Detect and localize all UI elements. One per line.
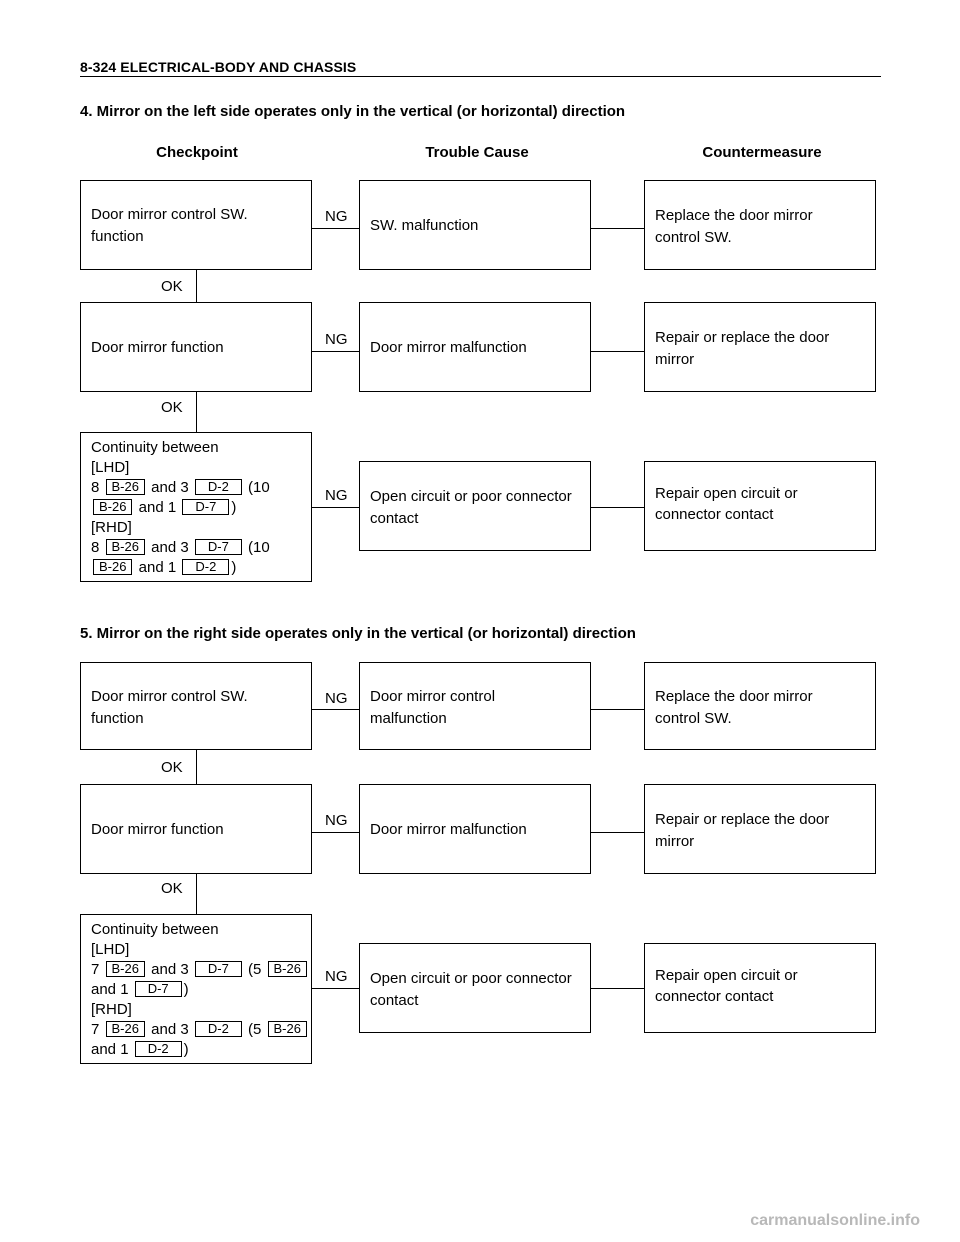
watermark-text: carmanualsonline.info — [750, 1212, 920, 1229]
continuity-line — [91, 478, 270, 498]
connector-line — [312, 988, 359, 989]
ng-label: NG — [325, 487, 348, 504]
continuity-line — [91, 1040, 309, 1060]
connector-tag: B-26 — [268, 1021, 307, 1037]
s5-checkpoint-control-sw-text: Door mirror control SW. function — [91, 688, 248, 727]
section-4-title: 4. Mirror on the left side operates only in the vertical (or horizontal) direction — [80, 103, 626, 120]
s5-measure-repair-mirror — [644, 784, 876, 874]
s5-measure-repair-mirror-text: Repair or replace the door mirror — [655, 811, 830, 850]
connector-line — [312, 832, 359, 833]
ok-label: OK — [161, 759, 183, 776]
connector-tag: D-2 — [195, 479, 242, 495]
continuity-line — [91, 1020, 309, 1040]
continuity-word: and 3 — [151, 479, 189, 496]
connector-line — [312, 351, 359, 352]
s4-cause-sw-malfunction — [359, 180, 591, 270]
continuity-word: (5 — [248, 1021, 262, 1038]
s5-measure-repair-open-circuit-text: Repair open circuit or connector contact — [655, 967, 798, 1005]
column-header-trouble-cause: Trouble Cause — [425, 144, 529, 161]
continuity-word: (10 — [248, 539, 270, 556]
continuity-word: and 1 — [91, 1041, 129, 1058]
connector-tag: B-26 — [93, 499, 132, 515]
continuity-line — [91, 558, 270, 578]
s5-cause-mirror-malfunction-text: Door mirror malfunction — [370, 821, 527, 838]
connector-tag: D-2 — [195, 1021, 242, 1037]
connector-tag: B-26 — [106, 539, 145, 555]
continuity-word: and 3 — [151, 539, 189, 556]
s4-measure-repair-mirror-text: Repair or replace the door mirror — [655, 329, 830, 368]
continuity-line: Continuity between — [91, 439, 219, 456]
ok-flow-line — [196, 874, 197, 914]
continuity-word: ) — [183, 1041, 189, 1058]
continuity-line: [LHD] — [91, 459, 130, 476]
s4-measure-replace-sw-text: Replace the door mirror control SW. — [655, 207, 813, 246]
continuity-line: [RHD] — [91, 519, 132, 536]
continuity-word: and 3 — [151, 1021, 189, 1038]
s5-checkpoint-mirror-function-text: Door mirror function — [91, 821, 224, 838]
s5-cause-open-circuit-text: Open circuit or poor connector contact — [370, 970, 572, 1009]
continuity-line — [91, 960, 309, 980]
s4-cause-open-circuit-text: Open circuit or poor connector contact — [370, 488, 572, 527]
connector-line — [312, 507, 359, 508]
s5-cause-open-circuit — [359, 943, 591, 1033]
s5-cause-mirror-malfunction — [359, 784, 591, 874]
connector-tag: B-26 — [106, 961, 145, 977]
s4-cause-mirror-malfunction-text: Door mirror malfunction — [370, 339, 527, 356]
s5-checkpoint-control-sw — [80, 662, 312, 750]
ng-label: NG — [325, 208, 348, 225]
s4-measure-repair-open-circuit — [644, 461, 876, 551]
continuity-word: and 1 — [91, 981, 129, 998]
s5-cause-control-malfunction — [359, 662, 591, 750]
connector-tag: D-7 — [195, 539, 242, 555]
continuity-line: [LHD] — [91, 941, 130, 958]
connector-line — [312, 228, 359, 229]
column-header-countermeasure: Countermeasure — [702, 144, 822, 161]
pin-number: 8 — [91, 479, 100, 496]
connector-tag: D-7 — [135, 981, 182, 997]
ok-label: OK — [161, 399, 183, 416]
s4-cause-mirror-malfunction — [359, 302, 591, 392]
s5-checkpoint-continuity — [80, 914, 312, 1064]
header-rule — [80, 76, 881, 77]
s5-measure-replace-sw-text: Replace the door mirror control SW. — [655, 688, 813, 727]
continuity-line — [91, 538, 270, 558]
connector-line — [591, 351, 644, 352]
ng-label: NG — [325, 331, 348, 348]
continuity-line: Continuity between — [91, 921, 219, 938]
column-header-checkpoint: Checkpoint — [156, 144, 238, 161]
continuity-line: [RHD] — [91, 1001, 132, 1018]
pin-number: 7 — [91, 961, 100, 978]
ng-label: NG — [325, 812, 348, 829]
s4-checkpoint-control-sw — [80, 180, 312, 270]
connector-tag: D-2 — [135, 1041, 182, 1057]
s4-checkpoint-continuity — [80, 432, 312, 582]
s4-measure-repair-open-circuit-text: Repair open circuit or connector contact — [655, 485, 798, 523]
connector-tag: B-26 — [106, 479, 145, 495]
s5-measure-replace-sw — [644, 662, 876, 750]
connector-line — [591, 709, 644, 710]
ok-flow-line — [196, 270, 197, 302]
pin-number: 8 — [91, 539, 100, 556]
s4-cause-sw-malfunction-text: SW. malfunction — [370, 217, 479, 234]
ng-label: NG — [325, 968, 348, 985]
s5-cause-control-malfunction-text: Door mirror control malfunction — [370, 688, 496, 727]
pin-number: 7 — [91, 1021, 100, 1038]
continuity-text — [91, 920, 309, 1060]
continuity-word: ) — [231, 559, 237, 576]
continuity-word: and 1 — [138, 559, 177, 576]
s4-cause-open-circuit — [359, 461, 591, 551]
s5-checkpoint-mirror-function — [80, 784, 312, 874]
continuity-word: and 3 — [151, 961, 189, 978]
ok-label: OK — [161, 278, 183, 295]
continuity-word: (10 — [248, 479, 270, 496]
s4-checkpoint-control-sw-text: Door mirror control SW. function — [91, 206, 248, 245]
continuity-line — [91, 980, 309, 1000]
s5-measure-repair-open-circuit — [644, 943, 876, 1033]
connector-line — [591, 988, 644, 989]
connector-tag: D-2 — [182, 559, 229, 575]
s4-checkpoint-mirror-function — [80, 302, 312, 392]
connector-line — [591, 832, 644, 833]
continuity-text — [91, 438, 270, 578]
ok-flow-line — [196, 392, 197, 432]
s4-measure-repair-mirror — [644, 302, 876, 392]
continuity-word: and 1 — [138, 499, 177, 516]
ok-flow-line — [196, 750, 197, 784]
continuity-word: ) — [183, 981, 189, 998]
continuity-line — [91, 498, 270, 518]
ng-label: NG — [325, 690, 348, 707]
s4-checkpoint-mirror-function-text: Door mirror function — [91, 339, 224, 356]
continuity-word: ) — [231, 499, 237, 516]
connector-tag: B-26 — [268, 961, 307, 977]
section-5-title: 5. Mirror on the right side operates only in the vertical (or horizontal) direction — [80, 625, 636, 642]
continuity-word: (5 — [248, 961, 262, 978]
s4-measure-replace-sw — [644, 180, 876, 270]
connector-line — [591, 228, 644, 229]
page-header-title: 8-324 ELECTRICAL-BODY AND CHASSIS — [80, 59, 357, 75]
connector-line — [591, 507, 644, 508]
connector-tag: B-26 — [106, 1021, 145, 1037]
connector-tag: D-7 — [182, 499, 229, 515]
connector-line — [312, 709, 359, 710]
connector-tag: D-7 — [195, 961, 242, 977]
connector-tag: B-26 — [93, 559, 132, 575]
ok-label: OK — [161, 880, 183, 897]
